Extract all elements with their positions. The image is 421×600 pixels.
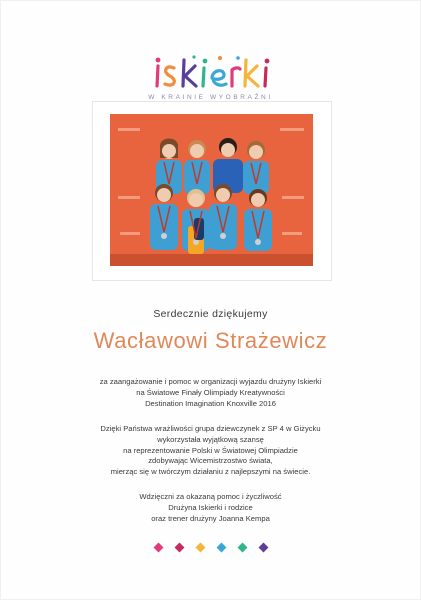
team-photo [110,114,313,266]
diamond-icon [195,543,205,553]
text-line: wykorzystała wyjątkową szansę [157,434,264,444]
team-photo-frame [92,101,332,281]
paragraph-achievement [40,424,381,478]
diamond-icon [153,543,163,553]
text-line: na reprezentowanie Polski w Światowej Olimpiadzie [123,445,298,455]
text-line: Wdzięczni za okazaną pomoc i życzliwość [139,492,282,501]
diamond-icon [216,543,226,553]
paragraph-signature [40,492,381,524]
logo-wordmark-graphic [148,52,273,92]
thanks-heading: Serdecznie dziękujemy [153,308,268,320]
text-line: mierząc się w twórczym działaniu z najlepszymi na świecie. [110,467,311,477]
text-line: Destination Imagination Knoxville 2016 [145,398,276,408]
paragraph-dedication [40,377,381,409]
recipient-name: Wacławowi Strażewicz [93,328,328,353]
diamond-icon [174,543,184,553]
text-line: Dzięki Państwa wrażliwości grupa dziewczynek z SP 4 w Giżycku [100,424,321,433]
text-line: Drużyna Iskierki i rodzice [168,502,253,512]
text-line: zdobywając Wicemistrzostwo świata, [148,456,273,466]
decorative-diamonds [0,544,421,551]
text-line: za zaangażowanie i pomoc w organizacji wyjazdu drużyny Iskierki [99,377,322,386]
text-line: na Światowe Finały Olimpiady Kreatywności [136,387,285,397]
team-photo-illustration [110,114,313,266]
diamond-icon [258,543,268,553]
text-line: oraz trener drużyny Joanna Kempa [151,513,270,523]
diamond-icon [237,543,247,553]
logo-tagline: W KRAINIE WYOBRAŹNI [148,94,273,101]
